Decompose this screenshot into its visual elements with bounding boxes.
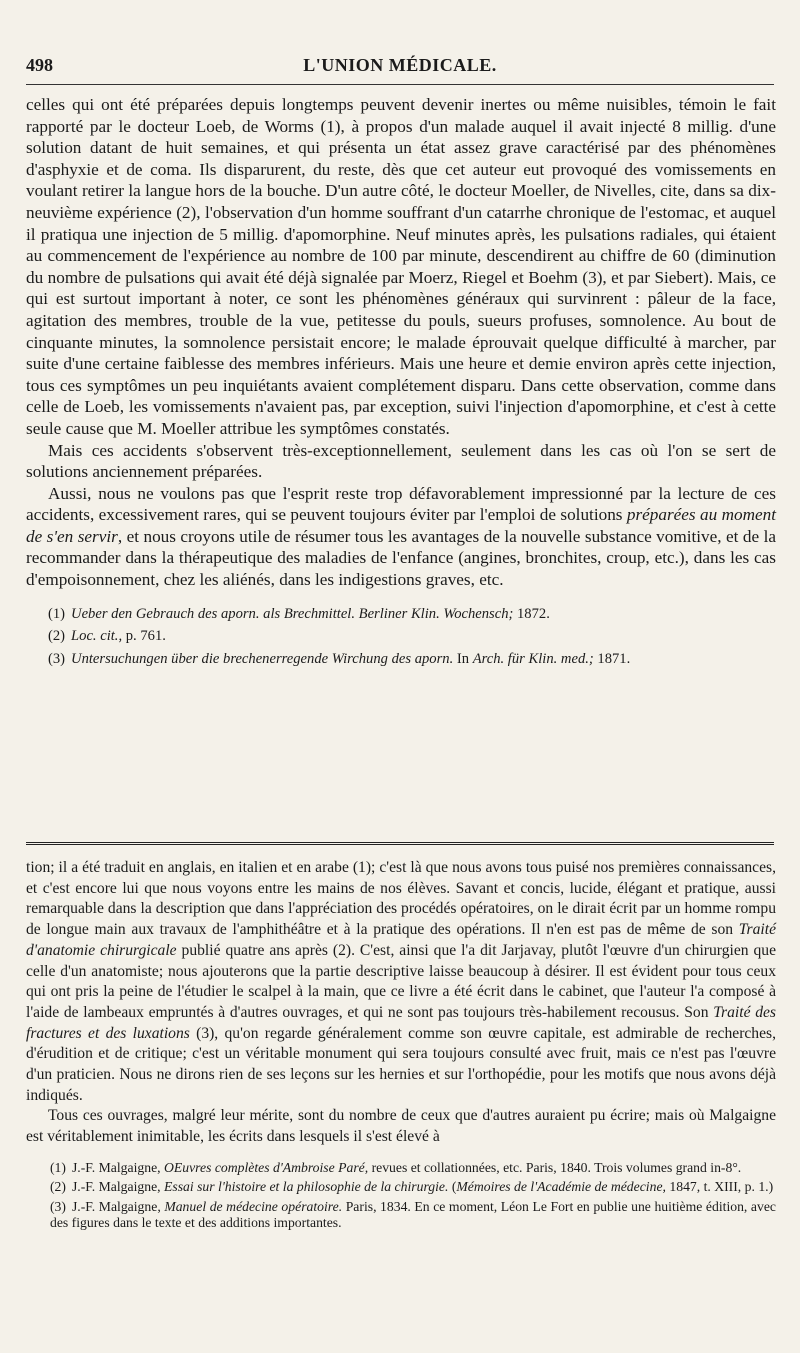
paragraph bbox=[26, 94, 776, 440]
footnote-title: Manuel de médecine opératoire. bbox=[164, 1199, 343, 1215]
paragraph-text: celles qui ont été préparées depuis longtemps peuvent devenir inertes ou même nuisibles, témoin le fait rapporté par le docteur Loeb, de Worms (1), à propos d'un malade auquel il avait injecté 8 millig. d'une solution datant de huit semaines, et qui présenta un état assez grave caractérisé par des phénomènes d'asphyxie et de coma. Ils disparurent, du reste, dès que cet auteur eut provoqué des vomissements en voulant retirer la langue hors de la bouche. D'un autre côté, le docteur Moeller, de Nivelles, cite, dans sa dix-neuvième expérience (2), l'observation d'un homme souffrant d'un catarrhe chronique de l'estomac, et auquel il pratiqua une injection de 5 millig. d'apomorphine. Neuf minutes après, les pulsations radiales, qui étaient au commencement de l'expérience au nombre de 100 par minute, descendirent au chiffre de 60 (diminution du nombre de pulsations qui avait été déjà signalée par Moerz, Riegel et Boehm (3), et par Siebert). Mais, ce qui est surtout important à noter, ce sont les phénomènes généraux qui survinrent : pâleur de la face, agitation des membres, trouble de la vue, petitesse du pouls, sueurs profuses, somnolence. Au bout de cinquante minutes, la somnolence persistait encore; le malade éprouvait quelque difficulté à marcher, par suite d'une certaine faiblesse des membres inférieurs. Mais une heure et demie environ après cette injection, tous ces symptômes un peu inquiétants avaient complétement disparu. Dans cette observation, comme dans celle de Loeb, les vomissements n'avaient pas, par exception, suivi l'injection d'apomorphine, et c'est à cette seule cause que M. Moeller attribue les symptômes constatés. bbox=[26, 95, 776, 438]
footnote-text: ( bbox=[448, 1179, 457, 1195]
footnote bbox=[26, 1179, 776, 1195]
paragraph bbox=[26, 858, 776, 1106]
paragraph-text: (3), qu'on regarde généralement comme son œuvre capitale, est admirable de recherches, d'érudition et de critique; c'est un véritable monument qui sera toujours consulté avec fruit, mais ce n'est pas l'œuvre d'un praticien. Nous ne dirons rien de ses leçons sur les hernies et sur l'orthopédie, pour les motifs que nous avons déjà indiqués. bbox=[26, 1024, 776, 1104]
article-apomorphine bbox=[26, 94, 776, 672]
footnote-title: OEuvres complètes d'Ambroise Paré, bbox=[164, 1159, 369, 1175]
footnote-title: Untersuchungen über die brechenerregende Wirchung des aporn. bbox=[71, 650, 454, 667]
footnote-text: In bbox=[453, 650, 473, 667]
paragraph bbox=[26, 483, 776, 591]
footnote-mark: (1) bbox=[48, 605, 66, 622]
page-number: 498 bbox=[26, 55, 53, 75]
paragraph-text: Aussi, nous ne voulons pas que l'esprit reste trop défavorablement impressionné par la lecture de ces accidents, excessivement rares, qui se peuvent toujours éviter par l'emploi de solutions bbox=[26, 483, 776, 525]
footnote bbox=[26, 605, 776, 624]
footnote-mark: (2) bbox=[50, 1179, 66, 1195]
footnote-title: Arch. für Klin. med.; bbox=[472, 650, 594, 667]
paragraph bbox=[26, 440, 776, 483]
section-divider bbox=[26, 842, 774, 845]
footnote-text: J.-F. Malgaigne, bbox=[71, 1199, 165, 1215]
paragraph-text: Mais ces accidents s'observent très-exceptionnellement, seulement dans les cas où l'on se sert de solutions anciennement préparées. bbox=[26, 440, 776, 482]
footnote-title: Loc. cit., bbox=[71, 628, 123, 645]
paragraph bbox=[26, 1106, 776, 1147]
footnote-text: p. 761. bbox=[122, 628, 166, 645]
footnote-text: J.-F. Malgaigne, bbox=[71, 1159, 165, 1175]
footnote bbox=[26, 650, 776, 669]
header-rule bbox=[26, 84, 774, 85]
footnote-text: J.-F. Malgaigne, bbox=[71, 1179, 165, 1195]
footnote-title: Essai sur l'histoire et la philosophie de la chirurgie. bbox=[164, 1179, 449, 1195]
footnote-title: Mémoires de l'Académie de médecine, bbox=[456, 1179, 666, 1195]
footnote-text: 1847, t. XIII, p. 1.) bbox=[665, 1179, 774, 1195]
running-title: L'UNION MÉDICALE. bbox=[303, 55, 497, 75]
footnote-mark: (3) bbox=[50, 1199, 66, 1215]
paragraph-text: tion; il a été traduit en anglais, en italien et en arabe (1); c'est là que nous avons tous puisé nos premières connaissances, et c'est encore lui que nous voyons entre les mains de nos élèves. Savant et concis, lucide, élégant et pratique, aussi remarquable dans la description que dans l'appréciation des procédés opératoires, on le dirait écrit par un homme rompu de longue main aux travaux de l'amphithéâtre et à la pratique des opérations. Il n'en est pas de même de son bbox=[26, 859, 776, 939]
emphasis-text: Traité des fractures et des luxations bbox=[26, 1003, 776, 1042]
emphasis-text: préparées au moment de s'en servir bbox=[26, 505, 776, 546]
page-header bbox=[26, 55, 774, 85]
emphasis-text: Traité d'anatomie chirurgicale bbox=[26, 921, 776, 959]
footnote-mark: (3) bbox=[48, 650, 66, 667]
article-malgaigne bbox=[26, 858, 776, 1234]
paragraph-text: publié quatre ans après (2). C'est, ainsi que l'a dit Jarjavay, plutôt l'œuvre d'un chirurgien que celle d'un anatomiste; nous ajouterons que la partie descriptive laisse beaucoup à désirer. Il est évident pour tous ceux qui ont pris la peine de l'étudier le scalpel à la main, que ce livre a été écrit dans le cabinet, que l'auteur l'a composé à l'aide de lambeaux empruntés à d'autres ouvrages, et qui ne sont pas toujours très-habilement recousus. Son bbox=[26, 941, 776, 1021]
footnote-title: Ueber den Gebrauch des aporn. als Brechmittel. Berliner Klin. Wochensch; bbox=[71, 605, 514, 622]
footnote-mark: (2) bbox=[48, 628, 66, 645]
footnote bbox=[26, 1199, 776, 1230]
paragraph-text: Tous ces ouvrages, malgré leur mérite, sont du nombre de ceux que d'autres auraient pu écrire; mais où Malgaigne est véritablement inimitable, les écrits dans lesquels il s'est élevé à bbox=[26, 1107, 776, 1146]
footnote-text: 1872. bbox=[513, 605, 550, 622]
footnote bbox=[26, 627, 776, 646]
footnote bbox=[26, 1160, 776, 1176]
footnote-text: revues et collationnées, etc. Paris, 1840. Trois volumes grand in-8°. bbox=[368, 1159, 742, 1175]
footnote-mark: (1) bbox=[50, 1159, 66, 1175]
paragraph-text: , et nous croyons utile de résumer tous les avantages de la nouvelle substance vomitive, et de la recommander dans la thérapeutique des maladies de l'enfance (angines, bronchites, croup, etc.), dans les cas d'empoisonnement, chez les aliénés, dans les indigestions graves, etc. bbox=[26, 526, 776, 590]
footnote-text: 1871. bbox=[593, 650, 631, 667]
footnote-text: Paris, 1834. En ce moment, Léon Le Fort en publie une huitième édition, avec des figures dans le texte et des additions importantes. bbox=[50, 1199, 776, 1230]
